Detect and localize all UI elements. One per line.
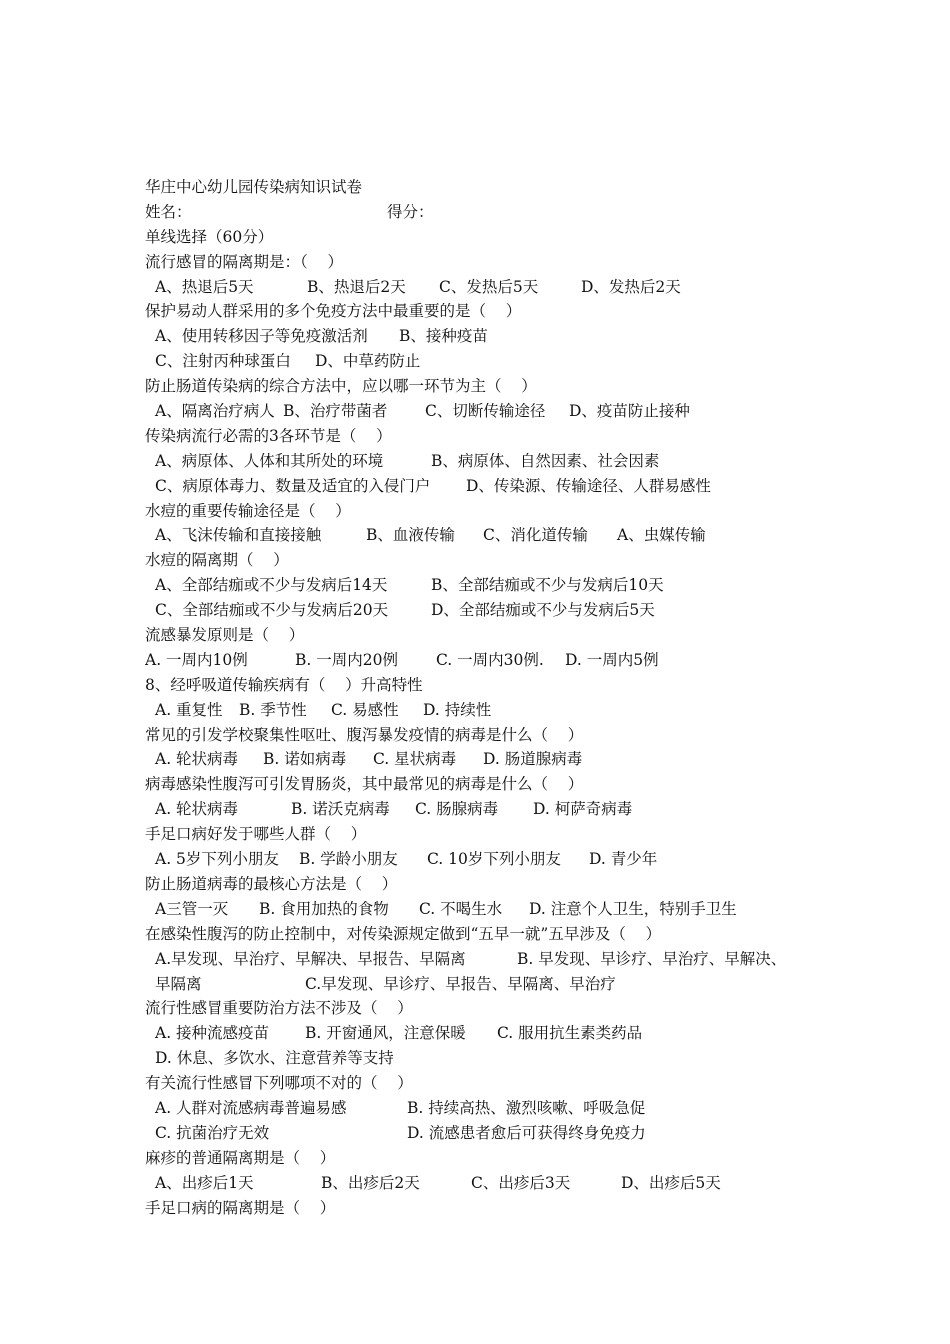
answer-option: D、全部结痂或不少与发病后5天 <box>431 601 655 620</box>
answer-option: D. 青少年 <box>589 850 658 869</box>
question-text: 手足口病的隔离期是（ ） <box>145 1198 336 1217</box>
question-text: 水痘的隔离期（ ） <box>145 551 289 570</box>
answer-option: C.早发现、早诊疗、早报告、早隔离、早治疗 <box>305 974 616 993</box>
question-text: 防止肠道传染病的综合方法中，应以哪一环节为主（ ） <box>145 377 537 396</box>
answer-option: C、切断传输途径 <box>425 402 546 421</box>
answer-option: A、虫媒传输 <box>617 526 706 545</box>
header-fields <box>145 200 835 225</box>
answer-option: A. 重复性 <box>155 700 223 719</box>
answer-option: C. 肠腺病毒 <box>415 800 499 819</box>
answer-option: A三管一灭 <box>155 899 229 918</box>
answer-option: C、注射丙种球蛋白 <box>155 352 291 371</box>
answer-option: B. 持续高热、激烈咳嗽、呼吸急促 <box>407 1098 646 1117</box>
option-row <box>145 399 835 424</box>
question-text: 常见的引发学校聚集性呕吐、腹泻暴发疫情的病毒是什么（ ） <box>145 725 584 744</box>
answer-option: C、消化道传输 <box>483 526 588 545</box>
question-text: 流行性感冒重要防治方法不涉及（ ） <box>145 999 413 1018</box>
option-row <box>145 648 835 673</box>
option-row <box>145 698 835 723</box>
answer-option: B. 开窗通风，注意保暖 <box>305 1024 466 1043</box>
answer-option: A、病原体、人体和其所处的环境 <box>155 451 384 470</box>
answer-option: D. 持续性 <box>423 700 492 719</box>
answer-option: D、发热后2天 <box>581 277 681 296</box>
question-text: 保护易动人群采用的多个免疫方法中最重要的是（ ） <box>145 302 522 321</box>
option-row <box>145 598 835 623</box>
answer-option: D. 注意个人卫生，特别手卫生 <box>529 899 737 918</box>
question-text: 水痘的重要传输途径是（ ） <box>145 501 351 520</box>
answer-option: C、全部结痂或不少与发病后20天 <box>155 601 389 620</box>
answer-option: C. 星状病毒 <box>373 750 457 769</box>
option-row <box>145 523 835 548</box>
answer-option: C. 抗菌治疗无效 <box>155 1123 270 1142</box>
answer-option: A. 轮状病毒 <box>155 800 239 819</box>
option-row <box>145 1171 835 1196</box>
answer-option: D. 柯萨奇病毒 <box>533 800 633 819</box>
option-row <box>145 449 835 474</box>
option-row <box>145 324 835 349</box>
answer-option: D. 一周内5例 <box>565 650 659 669</box>
option-row <box>145 972 835 997</box>
answer-option: C. 10岁下列小朋友 <box>427 850 561 869</box>
answer-option: B. 早发现、早诊疗、早治疗、早解决、 <box>517 949 787 968</box>
answer-option: B. 学龄小朋友 <box>299 850 398 869</box>
answer-option: C. 一周内30例. <box>436 650 544 669</box>
answer-option: C、发热后5天 <box>439 277 539 296</box>
option-row <box>145 947 835 972</box>
question-text: 流感暴发原则是（ ） <box>145 626 305 645</box>
answer-option: B、热退后2天 <box>307 277 406 296</box>
answer-option: B、出疹后2天 <box>321 1173 420 1192</box>
answer-option: D. 流感患者愈后可获得终身免疫力 <box>407 1123 646 1142</box>
answer-option: D、出疹后5天 <box>621 1173 721 1192</box>
question-text: 在感染性腹泻的防止控制中，对传染源规定做到“五早一就”五早涉及（ ） <box>145 924 662 943</box>
option-row <box>145 1021 835 1046</box>
answer-option: 早隔离 <box>155 974 202 993</box>
answer-option: B、接种疫苗 <box>399 327 488 346</box>
option-row <box>145 1046 835 1071</box>
name-label: 姓名： <box>145 202 192 221</box>
option-row <box>145 797 835 822</box>
answer-option: A、使用转移因子等免疫激活剂 <box>155 327 368 346</box>
answer-option: C、病原体毒力、数量及适宜的入侵门户 <box>155 476 431 495</box>
answer-option: A、飞沫传输和直接接触 <box>155 526 322 545</box>
section-heading: 单线选择（60分） <box>145 227 274 246</box>
answer-option: A、全部结痂或不少与发病后14天 <box>155 576 388 595</box>
answer-option: A. 5岁下列小朋友 <box>155 850 279 869</box>
option-row <box>145 847 835 872</box>
question-text: 流行感冒的隔离期是：（ ） <box>145 252 343 271</box>
question-text: 传染病流行必需的3各环节是（ ） <box>145 426 392 445</box>
answer-option: A. 轮状病毒 <box>155 750 239 769</box>
score-label: 得分： <box>387 202 434 221</box>
answer-option: B. 诺沃克病毒 <box>291 800 390 819</box>
question-text: 防止肠道病毒的最核心方法是（ ） <box>145 874 398 893</box>
question-list <box>145 250 835 1221</box>
answer-option: B、全部结痂或不少与发病后10天 <box>431 576 664 595</box>
answer-option: C、出疹后3天 <box>471 1173 571 1192</box>
question-text: 麻疹的普通隔离期是（ ） <box>145 1148 336 1167</box>
option-row <box>145 275 835 300</box>
answer-option: A. 人群对流感病毒普遍易感 <box>155 1098 347 1117</box>
exam-content <box>145 175 835 1220</box>
option-row <box>145 1121 835 1146</box>
answer-option: D. 肠道腺病毒 <box>483 750 583 769</box>
answer-option: B. 一周内20例 <box>295 650 398 669</box>
answer-option: B、血液传输 <box>366 526 455 545</box>
question-text: 8、经呼吸道传输疾病有（ ）升高特性 <box>145 675 423 694</box>
answer-option: A、隔离治疗病人 <box>155 402 275 421</box>
answer-option: D、传染源、传输途径、人群易感性 <box>466 476 711 495</box>
question-text: 病毒感染性腹泻可引发胃肠炎，其中最常见的病毒是什么（ ） <box>145 775 584 794</box>
exam-title: 华庄中心幼儿园传染病知识试卷 <box>145 178 363 196</box>
option-row <box>145 573 835 598</box>
option-row <box>145 1096 835 1121</box>
answer-option: B、治疗带菌者 <box>283 402 388 421</box>
answer-option: A.早发现、早治疗、早解决、早报告、早隔离 <box>155 949 466 968</box>
answer-option: A. 接种流感疫苗 <box>155 1024 270 1043</box>
answer-option: B. 季节性 <box>239 700 307 719</box>
answer-option: B. 诺如病毒 <box>263 750 347 769</box>
answer-option: D、疫苗防止接种 <box>569 402 690 421</box>
answer-option: B、病原体、自然因素、社会因素 <box>431 451 660 470</box>
question-text: 有关流行性感冒下列哪项不对的（ ） <box>145 1074 413 1093</box>
answer-option: C. 不喝生水 <box>419 899 503 918</box>
answer-option: A、热退后5天 <box>155 277 254 296</box>
option-row <box>145 474 835 499</box>
answer-option: D、中草药防止 <box>315 352 421 371</box>
answer-option: A、出疹后1天 <box>155 1173 254 1192</box>
answer-option: D. 休息、多饮水、注意营养等支持 <box>155 1049 394 1068</box>
answer-option: C. 服用抗生素类药品 <box>497 1024 643 1043</box>
option-row <box>145 747 835 772</box>
option-row <box>145 897 835 922</box>
question-text: 手足口病好发于哪些人群（ ） <box>145 825 367 844</box>
option-row <box>145 349 835 374</box>
answer-option: B. 食用加热的食物 <box>259 899 389 918</box>
answer-option: C. 易感性 <box>331 700 399 719</box>
answer-option: A. 一周内10例 <box>145 650 248 669</box>
